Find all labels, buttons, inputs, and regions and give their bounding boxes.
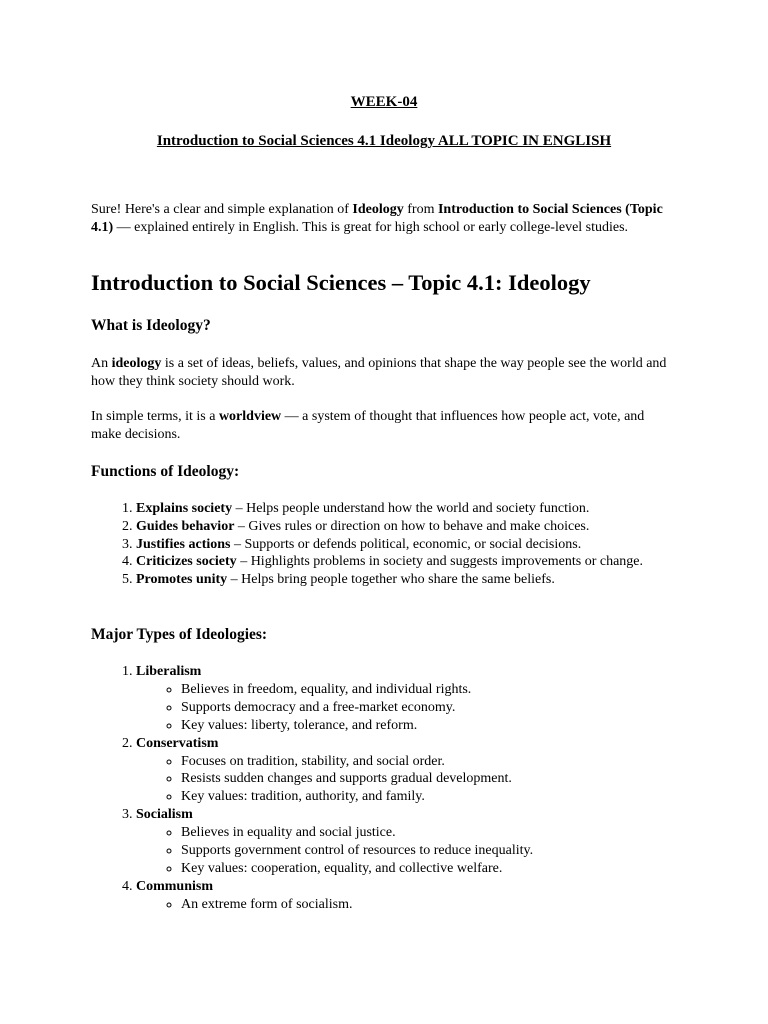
main-title: Introduction to Social Sciences – Topic 4.1: Ideology — [91, 270, 591, 295]
function-term: Guides behavior — [136, 518, 235, 534]
ideology-point: ◦ Focuses on tradition, stability, and social order. — [181, 753, 696, 771]
intro-text-1: Sure! Here's a clear and simple explanation of — [91, 202, 353, 217]
ideology-point: ◦ Supports democracy and a free-market economy. — [181, 699, 696, 717]
function-item — [136, 571, 696, 589]
intro-text-3: — explained entirely in English. This is great for high school or early college-level studies. — [113, 219, 629, 235]
function-desc: – Helps people understand how the world and society function. — [232, 501, 590, 516]
function-term: Promotes unity — [136, 572, 228, 588]
ideology-points — [136, 824, 696, 878]
ideology-name: Liberalism — [136, 664, 202, 679]
function-item — [136, 553, 696, 571]
worldview-bold: worldview — [218, 409, 282, 424]
function-item — [136, 500, 696, 518]
definition-pre: An — [91, 356, 112, 371]
ideology-name: Communism — [136, 878, 214, 894]
function-desc: – Supports or defends political, economic, or social decisions. — [230, 536, 582, 552]
function-term: Explains society — [136, 501, 233, 516]
intro-text-2: from — [403, 202, 438, 217]
ideology-type-item — [136, 806, 696, 878]
ideology-type-item — [136, 663, 696, 735]
worldview-pre: In simple terms, it is a — [91, 409, 219, 424]
ideology-points — [136, 896, 696, 914]
ideology-point: ◦ Resists sudden changes and supports gradual development. — [181, 770, 696, 788]
function-term: Justifies actions — [136, 536, 231, 552]
definition-paragraph — [91, 355, 671, 390]
ideology-point: ◦ An extreme form of socialism. — [181, 896, 696, 914]
ideology-point: ◦ Believes in equality and social justice. — [181, 824, 696, 842]
ideology-point: ◦ Key values: liberty, tolerance, and reform. — [181, 717, 696, 735]
ideology-point: ◦ Key values: cooperation, equality, and collective welfare. — [181, 860, 696, 878]
worldview-paragraph — [91, 408, 671, 443]
function-item — [136, 518, 696, 536]
worldview-post: — a system of thought that influences how people act, vote, and make decisions. — [91, 409, 645, 442]
definition-post: is a set of ideas, beliefs, values, and opinions that shape the way people see the world and how they think society should work. — [91, 356, 667, 389]
function-term: Criticizes society — [136, 554, 237, 570]
ideology-type-item — [136, 735, 696, 807]
ideology-point: ◦ Supports government control of resources to reduce inequality. — [181, 842, 696, 860]
definition-bold: ideology — [111, 356, 162, 371]
ideology-points — [136, 681, 696, 735]
function-desc: – Gives rules or direction on how to behave and make choices. — [234, 518, 590, 534]
function-desc: – Highlights problems in society and suggests improvements or change. — [236, 554, 644, 570]
week-label: WEEK-04 — [350, 94, 418, 110]
functions-list — [91, 500, 696, 589]
section-heading-what-is: What is Ideology? — [91, 317, 211, 334]
ideology-points — [136, 753, 696, 807]
section-heading-functions: Functions of Ideology: — [91, 463, 240, 480]
intro-bold-ideology: Ideology — [352, 202, 404, 217]
function-desc: – Helps bring people together who share the same beliefs. — [227, 572, 555, 588]
ideology-type-item — [136, 878, 696, 914]
function-item — [136, 536, 696, 554]
intro-paragraph — [91, 201, 681, 236]
section-heading-types: Major Types of Ideologies: — [91, 626, 268, 643]
ideology-point: ◦ Key values: tradition, authority, and family. — [181, 788, 696, 806]
ideology-name: Socialism — [136, 807, 193, 823]
ideology-point: ◦ Believes in freedom, equality, and individual rights. — [181, 681, 696, 699]
ideology-name: Conservatism — [136, 735, 219, 751]
course-title: Introduction to Social Sciences 4.1 Ideology ALL TOPIC IN ENGLISH — [156, 133, 612, 149]
ideology-types-list — [91, 663, 696, 914]
intro-bold-course: Introduction to Social Sciences (Topic 4.1) — [91, 202, 663, 235]
